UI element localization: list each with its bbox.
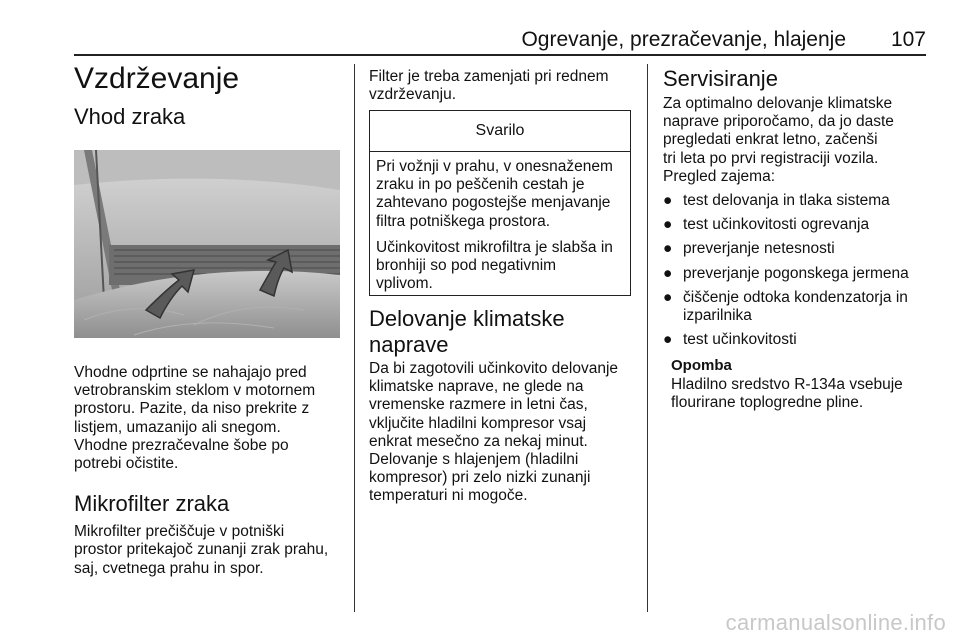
page-number: 107 [890,28,926,51]
section-heading-servicing: Servisiranje [663,66,778,91]
column-2-lower [369,306,641,506]
column-3 [663,66,933,412]
page-header [74,28,926,52]
inspection-list [663,192,933,349]
warning-body [370,152,630,293]
bullet-icon: ● [663,216,673,234]
note-label: Opomba [671,357,732,375]
section-heading-microfilter: Mikrofilter zraka [74,491,230,517]
bullet-icon: ● [663,331,673,349]
windscreen-air-inlet-illustration [74,150,340,338]
watermark: carmanualsonline.info [725,610,946,635]
list-item: ● preverjanje pogonskega jermena [663,264,909,282]
warning-paragraph: Pri vožnji v prahu, v onesnaženem zraku in po peščenih cestah je zahtevano pogostejše menjavanje filtra potniškega prostora. [376,158,613,230]
air-inlet-text: Vhodne odprtine se nahajajo pred vetrobranskim steklom v motornem prostoru. Pazite, da niso prekrite z listjem, umazanijo ali snegom. Vhodne prezračevalne šobe po potrebi očistite. [74,364,316,473]
list-item: ● test učinkovitosti ogrevanja [663,216,870,234]
microfilter-text: Mikrofilter prečiščuje v potniški prostor pritekajoč zunanji zrak prahu, saj, cvetnega prahu in spor. [74,523,329,577]
bullet-icon: ● [663,264,673,282]
filter-replacement-text: Filter je treba zamenjati pri rednem vzdrževanju. [369,68,609,104]
warning-paragraph: Učinkovitost mikrofiltra je slabša in bronhiji so pod negativnim vplivom. [376,238,613,293]
column-1 [74,62,346,130]
bullet-icon: ● [663,240,673,258]
column-2-intro [369,68,637,104]
list-item: ● test učinkovitosti [663,331,797,349]
column-divider-2 [647,64,648,612]
section-heading-ac-operation: Delovanje klimatske naprave [369,306,565,357]
warning-box [369,110,631,296]
list-item: ● preverjanje netesnosti [663,240,835,258]
servicing-text: Za optimalno delovanje klimatske naprave priporočamo, da jo daste pregledati enkrat letno, začenši tri leta po prvi registraciji vozila. Pregled zajema: [663,95,894,185]
main-heading: Vzdrževanje [74,62,240,95]
section-heading-air-inlet: Vhod zraka [74,104,186,129]
list-item: ● test delovanja in tlaka sistema [663,192,890,210]
list-item: ● čiščenje odtoka kondenzatorja in izparilnika [663,288,908,325]
header-rule [74,54,926,56]
column-divider-1 [354,64,355,612]
running-title: Ogrevanje, prezračevanje, hlajenje [521,28,846,51]
bullet-icon: ● [663,288,673,306]
ac-operation-text: Da bi zagotovili učinkovito delovanje klimatske naprave, ne glede na vremenske razmere in letni čas, vključite hladilni kompresor vsaj enkrat mesečno za nekaj minut. Delovanje s hlajenjem (hladilni kompresor) pri zelo nizki zunanji temperaturi ni mogoče. [369,360,619,505]
warning-title: Svarilo [370,111,630,152]
note-text: Hladilno sredstvo R-134a vsebuje flourirane toplogredne pline. [671,375,903,411]
column-1-lower [74,364,352,578]
note [663,357,933,412]
bullet-icon: ● [663,192,673,210]
